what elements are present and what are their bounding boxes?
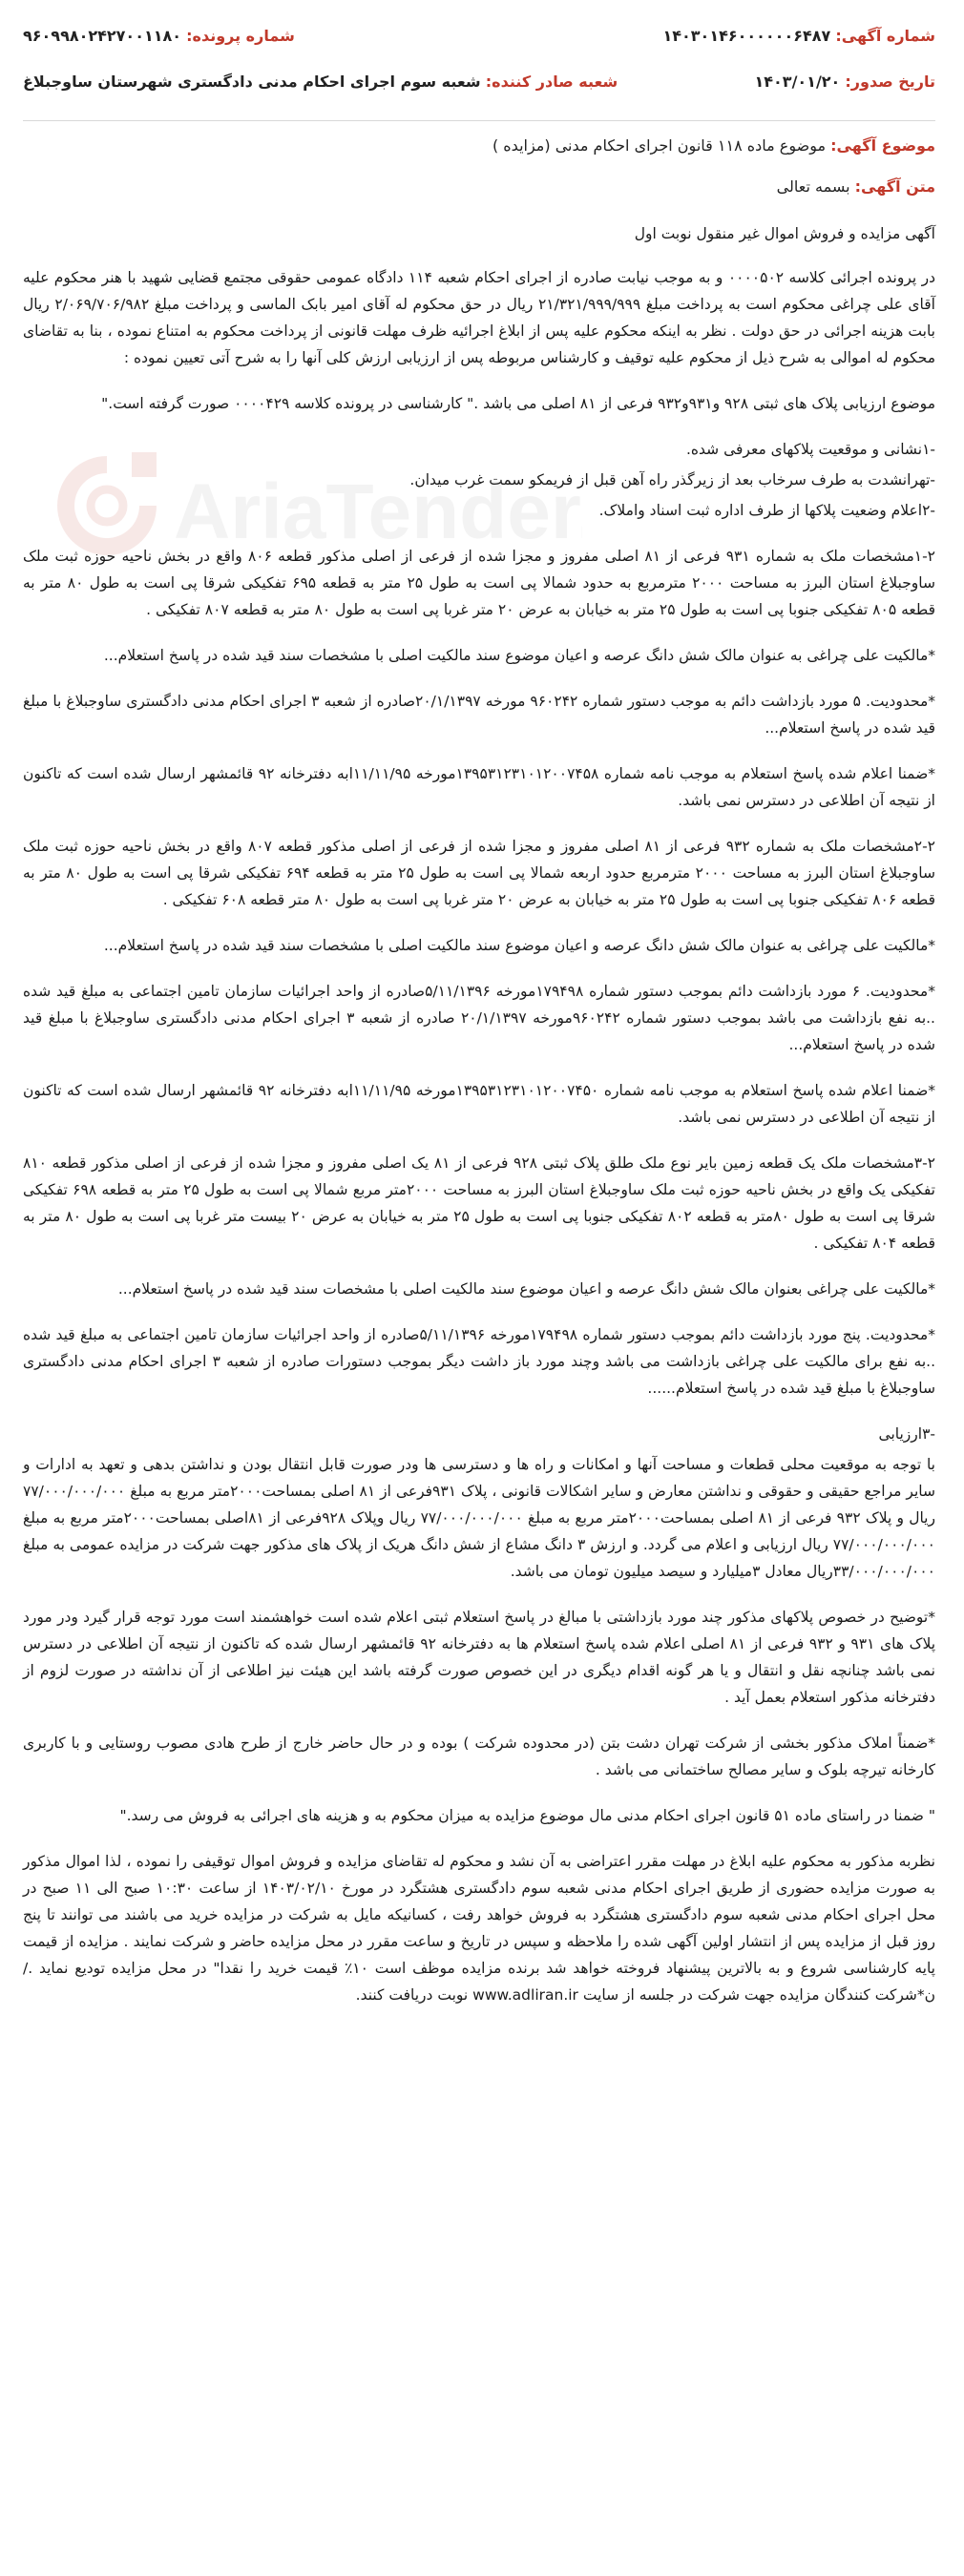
body-paragraph: " ضمنا در راستای ماده ۵۱ قانون اجرای احکام مدنی مال موضوع مزایده به میزان محکوم به و هزینه های اجرائی به فروش می رسد." xyxy=(119,1807,935,1824)
content-title xyxy=(23,177,935,196)
body-paragraph: -۱نشانی و موقعیت پلاکهای معرفی شده. xyxy=(685,441,935,458)
case-number-label: شماره پرونده: xyxy=(186,27,295,45)
body-paragraph: *محدودیت. ۶ مورد بازداشت دائم بموجب دستور شماره ۱۷۹۴۹۸مورخه ۵/۱۱/۱۳۹۶صادره از واحد اجرائیات سازمان تامین اجتماعی به مبلغ قید شده ..به نفع بازداشت می باشد بموجب دستور شماره ۹۶۰۲۴۲مورخه ۲۰/۱/۱۳۹۷ صادره از شعبه ۳ اجرای احکام مدنی دادگستری ساوجبلاغ با مبلغ قید شده در پاسخ استعلام... xyxy=(23,983,935,1053)
body-paragraph: *ضمنا اعلام شده پاسخ استعلام به موجب نامه شماره ۱۳۹۵۳۱۲۳۱۰۱۲۰۰۷۴۵۰مورخه ۱۱/۱۱/۹۵ابه دفترخانه ۹۲ قائمشهر ارسال شده است که تاکنون از نتیجه آن اطلاعی در دسترس نمی باشد. xyxy=(23,1082,935,1126)
ad-number-value: ۱۴۰۳۰۱۴۶۰۰۰۰۰۰۶۴۸۷ xyxy=(662,27,831,45)
body-paragraph: *مالکیت علی چراغی بعنوان مالک شش دانگ عرصه و اعیان موضوع سند مالکیت اصلی با مشخصات سند قید شده در پاسخ استعلام... xyxy=(117,1280,935,1298)
body-paragraph: *ضمناً املاک مذکور بخشی از شرکت تهران دشت بتن (در محدوده شرکت ) بوده و در حال حاضر خارج از طرح هادی مصوب روستایی و با کاربری کارخانه تیرچه بلوک و سایر مصالح ساختمانی می باشد . xyxy=(23,1735,935,1778)
issue-date xyxy=(755,73,936,91)
body-paragraph: -۲اعلام وضعیت پلاکها از طرف اداره ثبت اسناد واملاک. xyxy=(598,502,935,519)
issuer-label: شعبه صادر کننده: xyxy=(485,73,618,91)
issue-date-label: تاریخ صدور: xyxy=(845,73,935,91)
issuer xyxy=(23,73,618,91)
case-number xyxy=(23,27,295,45)
issuer-value: شعبه سوم اجرای احکام مدنی دادگستری شهرستان ساوجبلاغ xyxy=(23,73,481,91)
meta-row-bottom xyxy=(23,73,935,99)
body-paragraph: -تهرانشدت به طرف سرخاب بعد از زیرگذر راه آهن قبل از فریمکو سمت غرب میدان. xyxy=(409,471,935,488)
body-paragraph: -۳ارزیابی xyxy=(878,1425,935,1443)
issue-date-value: ۱۴۰۳/۰۱/۲۰ xyxy=(754,73,841,91)
body-paragraph: نظربه مذکور به محکوم علیه ابلاغ در مهلت مقرر اعتراضی به آن نشد و محکوم له تقاضای مزایده و فروش اموال توقیفی را نموده ، لذا اموال مذکور به صورت مزایده حضوری از طریق اجرای احکام مدنی شعبه سوم دادگستری هشتگرد در مورخ ۱۴۰۳/۰۲/۱۰ از ساعت ۱۰:۳۰ صبح الی ۱۱ صبح در محل اجرای احکام مدنی شعبه سوم دادگستری هشتگرد به فروش خواهد رفت ، کسانیکه مایل به شرکت در مزایده خرید می باشند می توانند تا پنج روز قبل از مزایده پس از انتشار اولین آگهی شده را ملاحظه و سپس در تاریخ و ساعت مقرر در محل مزایده حاضر و شرکت نمایند . مزایده از قیمت پایه کارشناسی شروع و به بالاترین پیشنهاد فروخته خواهد شد برنده مزایده موظف است ۱۰٪ قیمت خرید را نقدا" در محل مزایده تودیع نماید ./ن*شرکت کنندگان مزایده جهت شرکت در جلسه از سایت www.adliran.ir نوبت دریافت کنند. xyxy=(23,1853,935,2004)
body-paragraph: ۳-۲مشخصات ملک یک قطعه زمین بایر نوع ملک طلق پلاک ثبتی ۹۲۸ فرعی از ۸۱ یک اصلی مفروز و مجزا شده از فرعی از اصلی مذکور قطعه ۸۱۰ تفکیکی یک واقع در بخش ناحیه حوزه ثبت ملک ساوجبلاغ استان البرز به مساحت ۲۰۰۰متر مربع شمالا پی است به طول ۲۵ متر به قطعه ۶۹۸ تفکیکی شرقا پی است به طول ۸۰متر به قطعه ۸۰۲ تفکیکی جنوبا پی است به طول ۲۵ متر به خیابان به عرض ۲۰ بیست متر غربا پی است به طول ۸۰ متر به قطعه ۸۰۴ تفکیکی . xyxy=(23,1154,935,1252)
meta-row-top xyxy=(23,27,935,53)
body-paragraph: *ضمنا اعلام شده پاسخ استعلام به موجب نامه شماره ۱۳۹۵۳۱۲۳۱۰۱۲۰۰۷۴۵۸مورخه ۱۱/۱۱/۹۵ابه دفترخانه ۹۲ قائمشهر ارسال شده است که تاکنون از نتیجه آن اطلاعی در دسترس نمی باشد. xyxy=(23,765,935,809)
header-divider xyxy=(23,120,935,121)
ad-number xyxy=(662,27,935,45)
body-paragraph: *مالکیت علی چراغی به عنوان مالک شش دانگ عرصه و اعیان موضوع سند مالکیت اصلی با مشخصات سند قید شده در پاسخ استعلام... xyxy=(103,647,935,664)
body-paragraph: *محدودیت. پنج مورد بازداشت دائم بموجب دستور شماره ۱۷۹۴۹۸مورخه ۵/۱۱/۱۳۹۶صادره از واحد اجرائیات سازمان تامین اجتماعی به مبلغ قید شده ..به نفع برای مالکیت علی چراغی بازداشت می باشد وچند مورد باز داشت دیگر بموجب دستورات صادره از شعبه ۳ اجرای احکام مدنی دادگستری ساوجبلاغ با مبلغ قید شده در پاسخ استعلام...... xyxy=(23,1326,935,1397)
content-value: بسمه تعالی xyxy=(776,177,850,196)
case-number-value: ۹۶۰۹۹۸۰۲۴۲۷۰۰۱۱۸۰ xyxy=(23,27,182,45)
body-paragraph: با توجه به موقعیت محلی قطعات و مساحت آنها و امکانات و راه ها و دسترسی ها ودر صورت قابل انتقال بودن و نداشتن بدهی و تعهد به ادارات و سایر مراجع حقیقی و حقوقی و نداشتن معارض و سایر اشکالات قانونی ، پلاک ۹۳۱فرعی از ۸۱ اصلی بمساحت۲۰۰۰متر مربع به مبلغ ۷۷/۰۰۰/۰۰۰/۰۰۰ ریال و پلاک ۹۳۲ فرعی از ۸۱ اصلی بمساحت۲۰۰۰متر مربع به مبلغ ۷۷/۰۰۰/۰۰۰/۰۰۰ ریال وپلاک ۹۲۸فرعی از ۸۱اصلی بمساحت۲۰۰۰متر مربع به مبلغ ۷۷/۰۰۰/۰۰۰/۰۰۰ ریال ارزیابی و اعلام می گردد. و ارزش ۳ دانگ مشاع از شش دانگ هریک از پلاک های مذکور جهت شرکت در مزایده عمومی به مبلغ ۳۳/۰۰۰/۰۰۰/۰۰۰ریال معادل ۳میلیارد و سیصد میلیون تومان می باشد. xyxy=(23,1456,935,1580)
body-paragraph: ۱-۲مشخصات ملک به شماره ۹۳۱ فرعی از ۸۱ اصلی مفروز و مجزا شده از فرعی از اصلی مذکور قطعه ۸۰۶ واقع در بخش ناحیه حوزه ثبت ملک ساوجبلاغ استان البرز به مساحت ۲۰۰۰ مترمربع به حدود شمالا پی است به طول ۲۵ متر به قطعه ۶۹۵ تفکیکی شرقا پی است به طول ۸۰ متر به قطعه ۸۰۵ تفکیکی جنوبا پی است به طول ۲۵ متر به خیابان به عرض ۲۰ متر غربا پی است به طول ۸۰ متر به قطعه ۸۰۷ تفکیکی . xyxy=(23,548,935,618)
subject xyxy=(23,136,935,155)
content-label: متن آگهی: xyxy=(854,177,935,196)
body-paragraph: ۲-۲مشخصات ملک به شماره ۹۳۲ فرعی از ۸۱ اصلی مفروز و مجزا شده از فرعی از اصلی مذکور قطعه ۸۰۷ واقع در بخش ناحیه حوزه ثبت ملک ساوجبلاغ استان البرز به مساحت ۲۰۰۰ مترمربع حدود اربعه شمالا پی است به طول ۲۵ متر به قطعه ۶۹۴ تفکیکی شرقا پی است به طول ۸۰ متر به قطعه ۸۰۶ تفکیکی جنوبا پی است به طول ۲۵ متر به خیابان به عرض ۲۰ متر غربا پی است به طول ۸۰ متر قطعه ۶۰۸ تفکیکی . xyxy=(23,838,936,908)
body-paragraph: *توضیح در خصوص پلاکهای مذکور چند مورد بازداشتی با مبالغ در پاسخ استعلام ثبتی اعلام شده است خواهشمند است مورد توجه قرار گیرد ودر مورد پلاک های ۹۳۱ و ۹۳۲ فرعی از ۸۱ اصلی اعلام شده پاسخ استعلام ها به دفترخانه ۹۲ قائمشهر ارسال شده که تاکنون از نتیجه آن اطلاعی در دسترس نمی باشد چنانچه نقل و انتقال و یا هر گونه اقدام دیگری در این خصوص صورت گرفته باشد این هیئت نیز اطلاعی از آن نداشته در صورت لزوم از دفترخانه مذکور استعلام بعمل آید . xyxy=(23,1609,936,1706)
body-paragraph: *محدودیت. ۵ مورد بازداشت دائم به موجب دستور شماره ۹۶۰۲۴۲ مورخه ۲۰/۱/۱۳۹۷صادره از شعبه ۳ اجرای احکام مدنی دادگستری ساوجبلاغ با مبلغ قید شده در پاسخ استعلام... xyxy=(23,693,935,737)
watermark-text: AriaTender xyxy=(174,468,577,555)
announcement-heading: آگهی مزایده و فروش اموال غیر منقول نوبت اول xyxy=(634,225,935,242)
ad-number-label: شماره آگهی: xyxy=(835,27,935,45)
body-paragraph: *مالکیت علی چراغی به عنوان مالک شش دانگ عرصه و اعیان موضوع سند مالکیت اصلی با مشخصات سند قید شده در پاسخ استعلام... xyxy=(103,937,935,954)
subject-label: موضوع آگهی: xyxy=(830,136,935,155)
body-paragraph: موضوع ارزیابی پلاک های ثبتی ۹۲۸ و۹۳۱و۹۳۲ فرعی از ۸۱ اصلی می باشد ." کارشناسی در پرونده کلاسه ۰۰۰۰۴۲۹ صورت گرفته است." xyxy=(101,395,935,412)
body-paragraph: در پرونده اجرائی کلاسه ۰۰۰۰۵۰۲ و به موجب نیابت صادره از اجرای احکام شعبه ۱۱۴ دادگاه عمومی حقوقی مجتمع قضایی شهید با هنر محکوم علیه آقای علی چراغی محکوم است به پرداخت مبلغ ۲۱/۳۲۱/۹۹۹/۹۹۹ ریال در حق محکوم له آقای امیر بابک الماسی و پرداخت مبلغ ۲/۰۶۹/۷۰۶/۹۸۲ ریال بابت هزینه اجرائی در حق دولت . نظر به اینکه محکوم علیه پس از ابلاغ اجرائیه ظرف مهلت قانونی از پرداخت محکوم به امتناع نموده ، بنا به تقاضای محکوم له اموالی به شرح ذیل از محکوم علیه توقیف و کارشناس مربوطه پس از ارزیابی ارزش کلی آنها را به شرح آتی تعیین نموده : xyxy=(23,269,935,366)
subject-value: موضوع ماده ۱۱۸ قانون اجرای احکام مدنی (مزایده ) xyxy=(492,136,827,155)
announcement-body xyxy=(23,220,935,2008)
